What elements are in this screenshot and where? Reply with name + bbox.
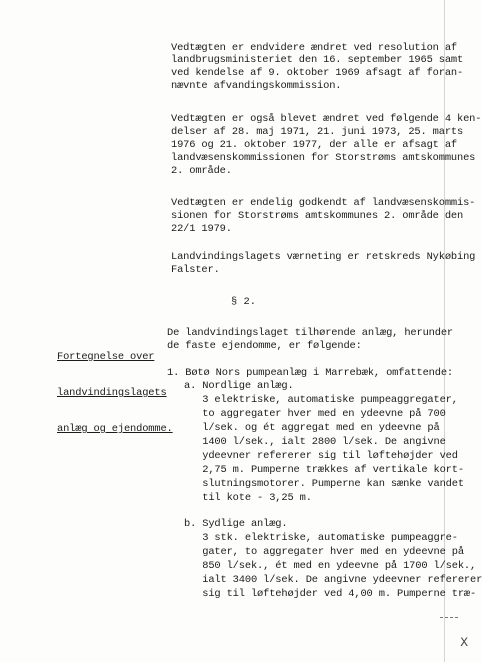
paragraph-1-line-3: ved kendelse af 9. oktober 1969 afsagt af foran- [171,67,464,79]
sub-a-line-8: slutningsmotorer. Pumperne kan sænke vandet [184,478,464,490]
paragraph-2-line-1: Vedtægten er også blevet ændret ved følgende 4 ken- [171,113,482,125]
sub-b-line-5: ialt 3400 l/sek. De angivne ydeevner refererer [184,574,482,586]
paragraph-3-line-2: sionen for Storstrøms amtskommunes 2. område den [171,210,464,222]
paragraph-4-line-2: Falster. [171,264,220,276]
paragraph-1-line-1: Vedtægten er endvidere ændret ved resolution af [171,42,458,54]
margin-note [57,327,173,459]
sub-b-line-6: sig til løftehøjder ved 4,00 m. Pumperne træ- [184,588,477,600]
paragraph-3-line-3: 22/1 1979. [171,223,232,235]
sub-a-line-7: 2,75 m. Pumperne trækkes af vertikale kort- [184,464,464,476]
margin-note-line-2: landvindingslagets [57,387,167,399]
sub-a-line-4: l/sek. og ét aggregat med en ydeevne på [184,422,440,434]
margin-note-line-3: anlæg og ejendomme. [57,423,173,435]
sub-a-line-6: ydeevner refererer sig til løftehøjder ved [184,450,458,462]
section-heading: § 2. [231,296,256,308]
corner-mark: X [460,635,468,650]
sub-b-line-4: 850 l/sek., ét med en ydeevne på 1700 l/sek., [184,560,477,572]
paragraph-2-line-2: delser af 28. maj 1971, 21. juni 1973, 25. marts [171,126,464,138]
paragraph-1-line-2: landbrugsministeriet den 16. september 1965 samt [171,54,464,66]
sub-b-line-2: 3 stk. elektriske, automatiske pumpeaggre- [184,532,458,544]
sub-a-line-1: a. Nordlige anlæg. [184,380,294,392]
sub-a-line-3: to aggregater hver med en ydeevne på 700 [184,408,446,420]
paragraph-2-line-3: 1976 og 21. oktober 1977, der alle er afsagt af [171,139,458,151]
sub-a-line-5: 1400 l/sek., ialt 2800 l/sek. De angivne [184,436,446,448]
paragraph-4-line-1: Landvindingslagets værneting er retskreds Nykøbing [171,251,476,263]
sub-a-line-9: til kote - 3,25 m. [184,492,312,504]
sub-b-line-1: b. Sydlige anlæg. [184,518,288,530]
paragraph-2-line-4: landvæsenskommissionen for Storstrøms amtskommunes [171,152,476,164]
sub-a-line-2: 3 elektriske, automatiske pumpeaggregater, [184,394,458,406]
paragraph-1-line-4: nævnte afvandingskommission. [171,80,342,92]
corner-ticks [440,617,458,628]
paragraph-3-line-1: Vedtægten er endelig godkendt af landvæsenskommis- [171,197,476,209]
margin-note-line-1: Fortegnelse over [57,351,155,363]
intro-line-2: de faste ejendomme, er følgende: [167,340,362,352]
paragraph-2-line-5: 2. område. [171,165,232,177]
sub-b-line-3: gater, to aggregater hver med en ydeevne på [184,546,464,558]
item-1-heading: 1. Bøtø Nors pumpeanlæg i Marrebæk, omfattende: [167,367,454,379]
intro-line-1: De landvindingslaget tilhørende anlæg, herunder [167,327,454,339]
